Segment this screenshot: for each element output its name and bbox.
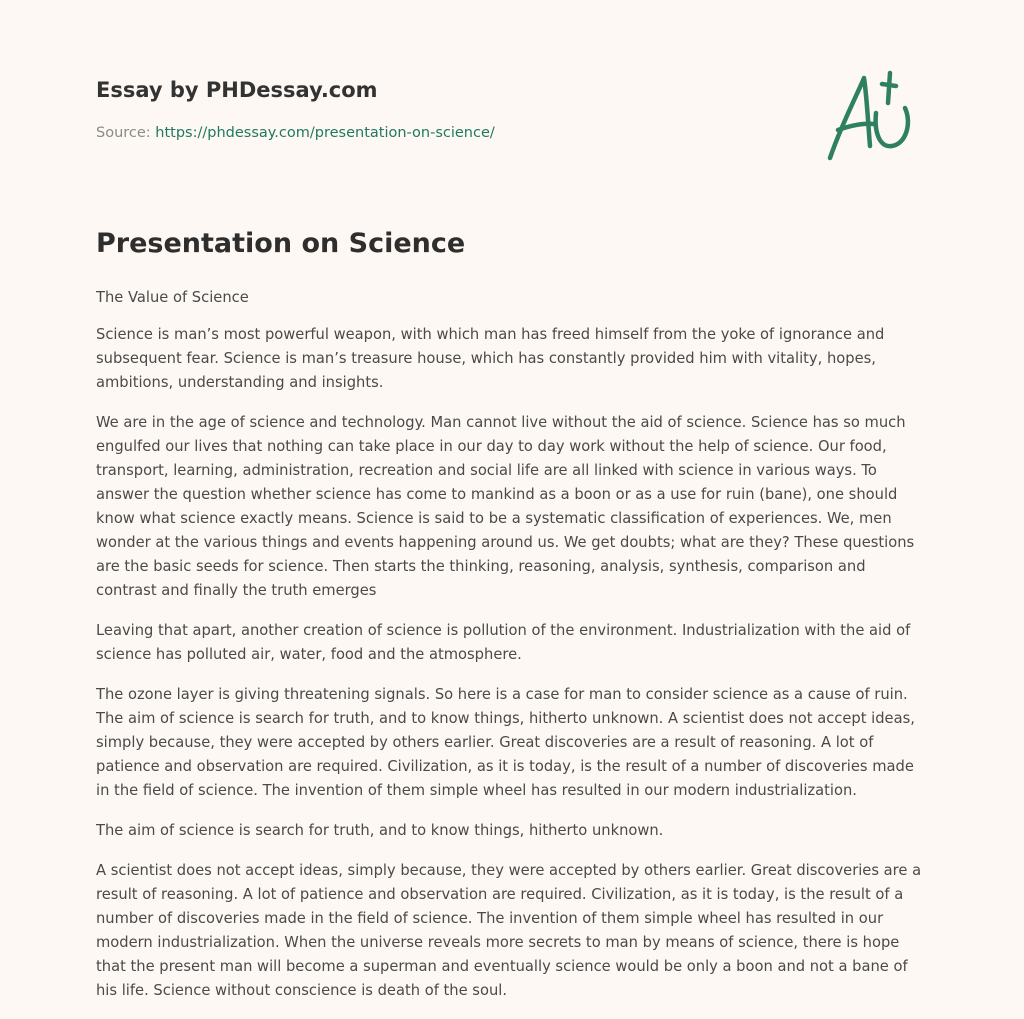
paragraph-6: A scientist does not accept ideas, simply because, they were accepted by others earlier. Great discoveries are a result of reasoning. A lot of patience and observation are required. Civilization, as it is today, is the result of a number of discoveries made in the field of science. The invention of them simple wheel has resulted in our modern industrialization. When the universe reveals more secrets to man by means of science, there is hope that the present man will become a superman and eventually science would be only a boon and not a bane of his life. Science without conscience is death of the soul. <box>96 862 922 999</box>
paragraph-4: The ozone layer is giving threatening signals. So here is a case for man to consider science as a cause of ruin. The aim of science is search for truth, and to know things, hitherto unknown. A scientist does not accept ideas, simply because, they were accepted by others earlier. Great discoveries are a result of reasoning. A lot of patience and observation are required. Civilization, as it is today, is the result of a number of discoveries made in the field of science. The invention of them simple wheel has resulted in our modern industrialization. <box>96 686 915 799</box>
source-line <box>96 123 495 143</box>
paragraph-3: Leaving that apart, another creation of science is pollution of the environment. Industrialization with the aid of science has polluted air, water, food and the atmosphere. <box>96 622 911 663</box>
essay-title: Presentation on Science <box>96 228 466 259</box>
paragraph-1: Science is man’s most powerful weapon, with which man has freed himself from the yoke of ignorance and subsequent fear. Science is man’s treasure house, which has constantly provided him with vitality, hopes, ambitions, understanding and insights. <box>96 326 885 391</box>
site-brand: Essay by PHDessay.com <box>96 78 378 102</box>
a-plus-logo-icon <box>820 68 930 168</box>
source-label: Source: <box>96 125 151 141</box>
paragraph-2: We are in the age of science and technology. Man cannot live without the aid of science. Science has so much engulfed our lives that nothing can take place in our day to day work without the help of science. Our food, transport, learning, administration, recreation and social life are all linked with science in various ways. To answer the question whether science has come to mankind as a boon or as a use for ruin (bane), one should know what science exactly means. Science is said to be a systematic classification of experiences. We, men wonder at the various things and events happening around us. We get doubts; what are they? These questions are the basic seeds for science. Then starts the thinking, reasoning, analysis, synthesis, comparison and contrast and finally the truth emerges <box>96 414 915 599</box>
essay-subtitle: The Value of Science <box>96 289 249 306</box>
source-link[interactable]: https://phdessay.com/presentation-on-science/ <box>155 125 495 141</box>
essay-body <box>96 286 928 1019</box>
paragraph-5: The aim of science is search for truth, and to know things, hitherto unknown. <box>96 822 664 839</box>
